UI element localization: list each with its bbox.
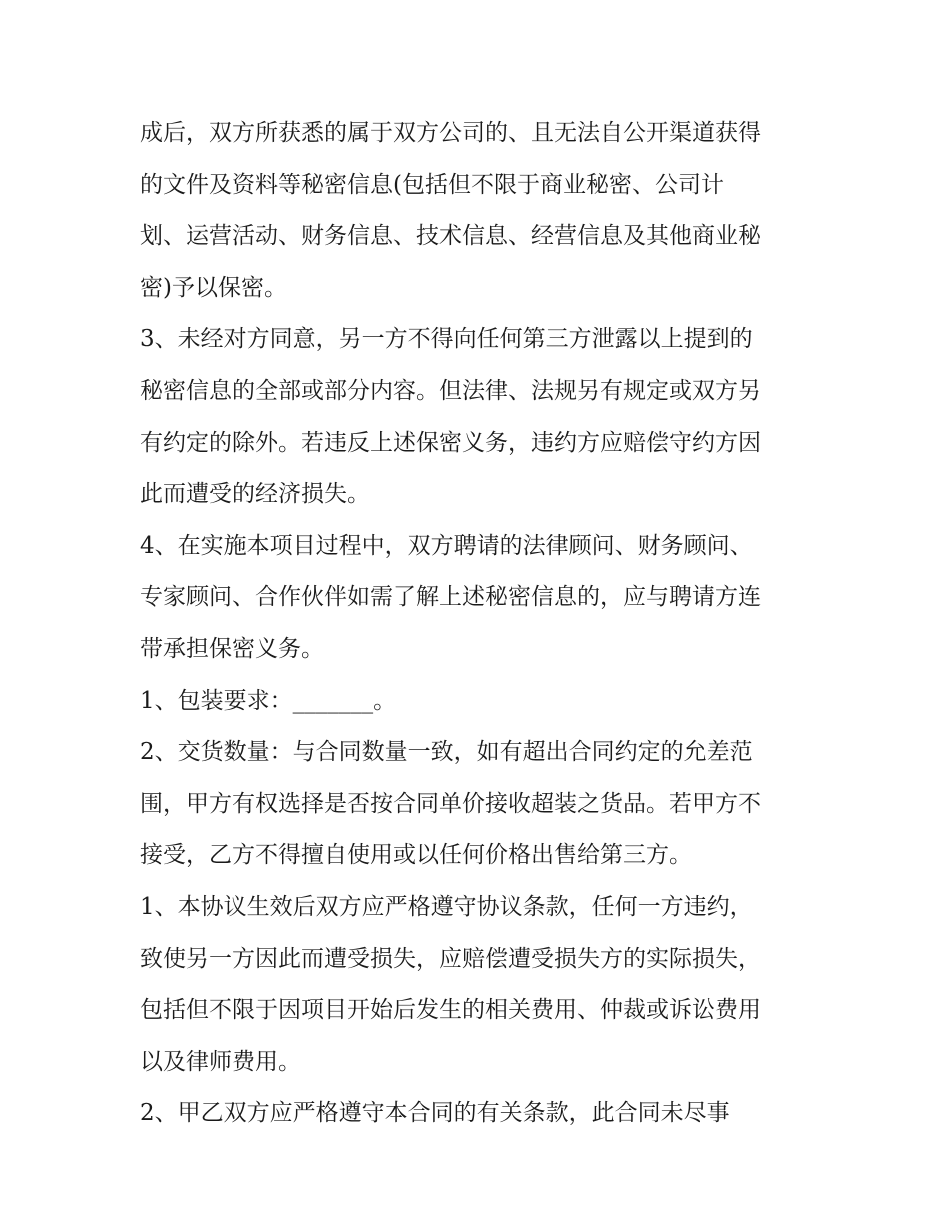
text-line: 3、未经对方同意，另一方不得向任何第三方泄露以上提到的: [140, 326, 753, 353]
text-line: 2、交货数量：与合同数量一致，如有超出合同约定的允差范: [140, 739, 753, 766]
text-line: 密)予以保密。: [140, 274, 287, 301]
text-line: 有约定的除外。若违反上述保密义务，违约方应赔偿守约方因: [140, 429, 761, 456]
text-line: 划、运营活动、财务信息、技术信息、经营信息及其他商业秘: [140, 223, 761, 250]
text-line: 1、包装要求：_______。: [140, 687, 397, 714]
text-line: 2、甲乙双方应严格遵守本合同的有关条款，此合同未尽事: [140, 1100, 730, 1127]
text-line: 秘密信息的全部或部分内容。但法律、法规另有规定或双方另: [140, 377, 761, 404]
text-line: 成后，双方所获悉的属于双方公司的、且无法自公开渠道获得: [140, 120, 761, 146]
text-line: 1、本协议生效后双方应严格遵守协议条款，任何一方违约，: [140, 893, 753, 920]
text-line: 接受，乙方不得擅自使用或以任何价格出售给第三方。: [140, 842, 692, 869]
text-line: 专家顾问、合作伙伴如需了解上述秘密信息的，应与聘请方连: [140, 584, 761, 611]
text-line: 以及律师费用。: [140, 1048, 301, 1075]
text-line: 包括但不限于因项目开始后发生的相关费用、仲裁或诉讼费用: [140, 997, 761, 1024]
text-line: 带承担保密义务。: [140, 635, 324, 662]
text-line: 此而遭受的经济损失。: [140, 481, 370, 508]
text-line: 的文件及资料等秘密信息(包括但不限于商业秘密、公司计: [140, 171, 724, 198]
document-body: [140, 108, 820, 1140]
text-line: 围，甲方有权选择是否按合同单价接收超装之货品。若甲方不: [140, 790, 761, 817]
text-line: 致使另一方因此而遭受损失，应赔偿遭受损失方的实际损失，: [140, 945, 761, 972]
text-line: 4、在实施本项目过程中，双方聘请的法律顾问、财务顾问、: [140, 532, 753, 559]
